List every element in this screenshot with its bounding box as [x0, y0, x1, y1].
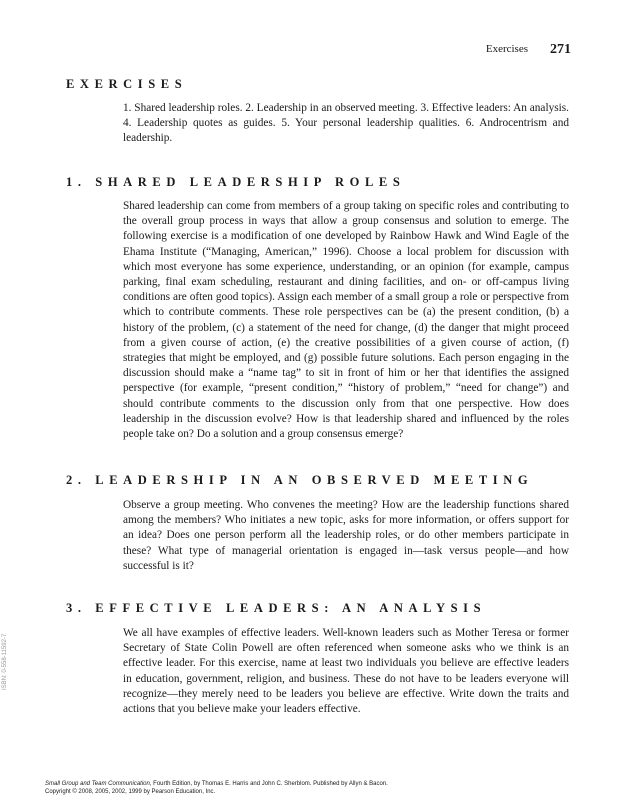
running-head-title: Exercises: [485, 43, 528, 55]
footer-book-title: Small Group and Team Communication,: [45, 781, 152, 787]
page-number: 271: [550, 42, 571, 57]
section-3-body: We all have examples of effective leaders. Well-known leaders such as Mother Teresa or former Secretary of State Colin Powell are often referenced when someone asks who we think is an effective leader. For this exercise, name at least two individuals you believe are effective leaders in education, government, religion, and business. These do not have to be leaders everyone will recognize—they merely need to be leaders you believe are effective. Write down the traits and actions that you believe make your leaders effective.: [123, 627, 569, 716]
exercises-intro: 1. Shared leadership roles. 2. Leadership in an observed meeting. 3. Effective leaders: An analysis. 4. Leadership quotes as guides. 5. Your personal leadership qualities. 6. Androcentrism and leadership.: [123, 102, 569, 145]
footer-copyright: Copyright © 2008, 2005, 2002, 1999 by Pearson Education, Inc.: [45, 789, 216, 795]
section-1-heading: 1. SHARED LEADERSHIP ROLES: [66, 175, 406, 189]
running-head: [486, 40, 571, 58]
exercises-heading: EXERCISES: [66, 77, 188, 91]
copyright-footer: [45, 780, 388, 796]
footer-publication-info: Fourth Edition, by Thomas E. Harris and John C. Sherblom. Published by Allyn & Bacon.: [151, 781, 388, 787]
section-3-heading: 3. EFFECTIVE LEADERS: AN ANALYSIS: [66, 601, 487, 615]
footer-line-1: [45, 780, 388, 788]
section-1-body: Shared leadership can come from members of a group taking on specific roles and contributing to the overall group process in ways that allow a group consensus and solution to emerge. The following exercise is a modification of one developed by Rainbow Hawk and Wind Eagle of the Ehama Institute (“Managing, American,” 1996). Choose a local problem for discussion with which most everyone has some experience, understanding, or an opinion (for example, campus parking, final exam scheduling, restaurant and dining facilities, and on- or off-campus living conditions are often good topics). Assign each member of a small group a role or perspective from which to contribute comments. These role perspectives can be (a) the present condition, (b) a history of the problem, (c) a statement of the need for change, (d) the danger that might proceed from a given course of action, (e) the creative possibilities of a given course of action, (f) strategies that might be employed, and (g) possible future solutions. Each person engaging in the discussion should make a “name tag” to sit in front of him or her that identifies the assigned perspective (for example, “present condition,” “history of problem,” “need for change”) and should contribute comments to the discussion only from that one perspective. How does leadership in the discussion evolve? How is that leadership shared and influenced by the roles people take on? Do a solution and a group consensus emerge?: [123, 200, 569, 441]
section-2-body: Observe a group meeting. Who convenes the meeting? How are the leadership functions shared among the members? Who initiates a new topic, asks for more information, or offers support for an idea? Does one person perform all the leadership roles, or do other members participate in these? What type of managerial orientation is engaged in—task versus people—and how successful is it?: [123, 499, 569, 572]
section-2-heading: 2. LEADERSHIP IN AN OBSERVED MEETING: [66, 473, 534, 487]
isbn-side-note: ISBN: 0-558-11592-7: [2, 633, 8, 690]
